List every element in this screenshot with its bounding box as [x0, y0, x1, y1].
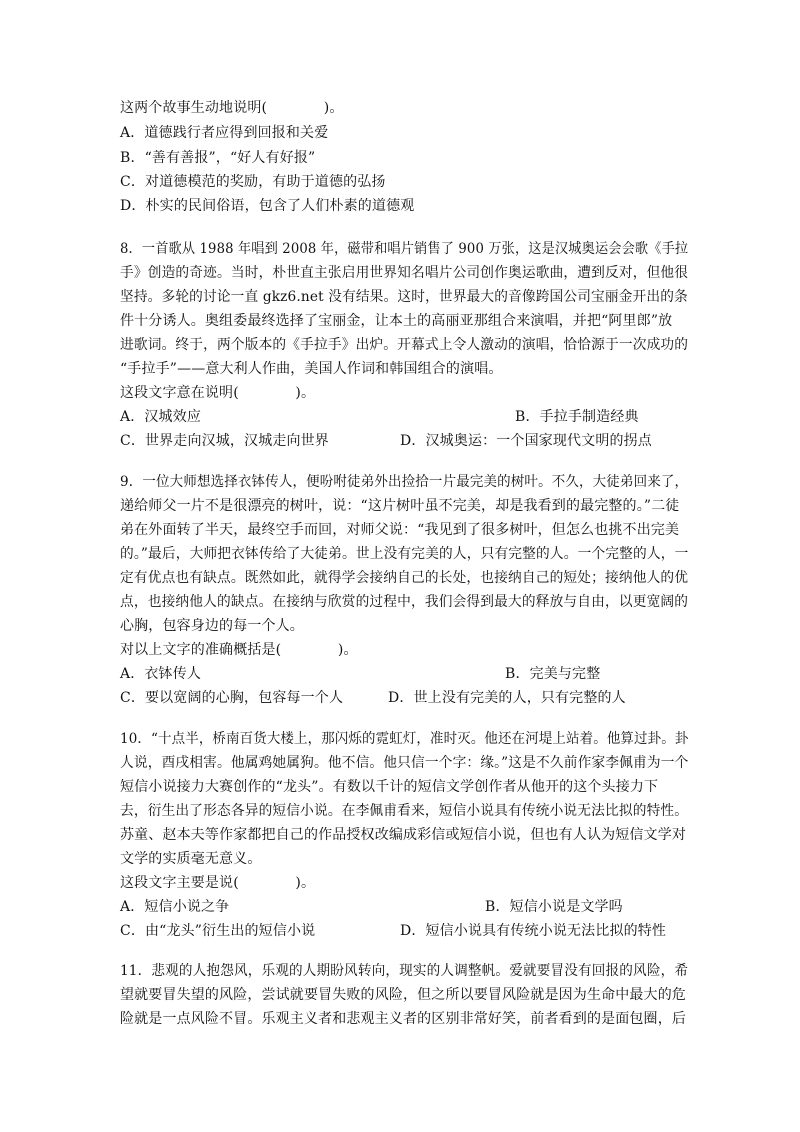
question-11-line: 望就要冒失望的风险，尝试就要冒失败的风险，但之所以要冒风险就是因为生命中最大的危 — [120, 987, 686, 1003]
question-9-line: 定有优点也有缺点。既然如此，就得学会接纳自己的长处，也接纳自己的短处；接纳他人的优 — [120, 570, 689, 586]
question-7-option-a: A．道德践行者应得到回报和关爱 — [120, 125, 329, 141]
question-8-prompt: 这段文字意在说明( )。 — [120, 385, 316, 401]
question-10-prompt: 这段文字主要是说( )。 — [120, 875, 316, 891]
question-9-line: 的。”最后，大师把衣钵传给了大徒弟。世上没有完美的人，只有完整的人。一个完整的人，一 — [120, 546, 689, 562]
question-7-option-c: C．对道德模范的奖励，有助于道德的弘扬 — [120, 174, 386, 190]
question-10-line: 去，衍生出了形态各异的短信小说。在李佩甫看来，短信小说具有传统小说无法比拟的特性。 — [120, 803, 689, 819]
question-9-line: 递给师父一片不是很漂亮的树叶，说：“这片树叶虽不完美，却是我看到的最完整的。”二徒 — [120, 498, 680, 514]
question-10-option-a: A．短信小说之争 — [120, 899, 230, 915]
question-9-line: 9．一位大师想选择衣钵传人，便吩咐徒弟外出捡拾一片最完美的树叶。不久，大徒弟回来了， — [120, 474, 689, 490]
question-8-line: 坚持。多轮的讨论一直 gkz6.net 没有结果。这时，世界最大的音像跨国公司宝丽金开出的条 — [120, 289, 688, 305]
question-10-line: 文学的实质毫无意义。 — [120, 851, 262, 867]
question-8-line: 件十分诱人。奥组委最终选择了宝丽金，让本土的高丽亚那组合来演唱，并把“阿里郎”放 — [120, 313, 673, 329]
question-8-option-c: C．世界走向汉城，汉城走向世界 — [120, 433, 329, 449]
question-10-option-d: D．短信小说具有传统小说无法比拟的特性 — [400, 923, 667, 939]
question-7-option-d: D．朴实的民间俗语，包含了人们朴素的道德观 — [120, 198, 415, 214]
question-9-option-d: D．世上没有完美的人，只有完整的人 — [388, 690, 626, 706]
question-8-line: 进歌词。终于，两个版本的《手拉手》出炉。开幕式上令人激动的演唱，恰恰源于一次成功的 — [120, 337, 689, 353]
question-9-prompt: 对以上文字的准确概括是( )。 — [120, 642, 358, 658]
question-10-option-b: B．短信小说是文学吗 — [485, 899, 623, 915]
question-11-line: 11．悲观的人抱怨风，乐观的人期盼风转向，现实的人调整帆。爱就要冒没有回报的风险，希 — [120, 963, 689, 979]
question-10-line: 苏童、赵本夫等作家都把自己的作品授权改编成彩信或短信小说，但也有人认为短信文学对 — [120, 827, 686, 843]
question-8-line: 8．一首歌从 1988 年唱到 2008 年，磁带和唱片销售了 900 万张，这是汉城奥运会会歌《手拉 — [120, 241, 689, 257]
question-10-option-c: C．由“龙头”衍生出的短信小说 — [120, 923, 316, 939]
question-8-line: 手》创造的奇迹。当时，朴世直主张启用世界知名唱片公司创作奥运歌曲，遭到反对，但他很 — [120, 265, 689, 281]
question-8-line: “手拉手”——意大利人作曲，美国人作词和韩国组合的演唱。 — [120, 361, 503, 377]
question-7-prompt: 这两个故事生动地说明( )。 — [120, 100, 344, 116]
question-9-line: 点，也接纳他人的缺点。在接纳与欣赏的过程中，我们会得到最大的释放与自由，以更宽阔的 — [120, 594, 689, 610]
question-8-option-d: D．汉城奥运：一个国家现代文明的拐点 — [400, 433, 652, 449]
question-9-option-b: B．完美与完整 — [505, 666, 601, 682]
question-9-line: 弟在外面转了半天，最终空手而回，对师父说：“我见到了很多树叶，但怎么也挑不出完美 — [120, 522, 680, 538]
question-9-option-c: C．要以宽阔的心胸，包容每一个人 — [120, 690, 344, 706]
question-8-option-b: B．手拉手制造经典 — [515, 409, 639, 425]
question-10-line: 短信小说接力大赛创作的“龙头”。有数以千计的短信文学创作者从他开的这个头接力下 — [120, 779, 659, 795]
question-9-line: 心胸，包容身边的每一个人。 — [120, 618, 304, 634]
question-10-line: 人说，酉戌相害。他属鸡她属狗。他不信。他只信一个字：缘。”这是不久前作家李佩甫为一个 — [120, 755, 689, 771]
question-9-option-a: A．衣钵传人 — [120, 666, 202, 682]
question-11-line: 险就是一点风险不冒。乐观主义者和悲观主义者的区别非常好笑，前者看到的是面包圈，后 — [120, 1011, 686, 1027]
question-8-option-a: A．汉城效应 — [120, 409, 202, 425]
question-10-line: 10．“十点半，桥南百货大楼上，那闪烁的霓虹灯，准时灭。他还在河堤上站着。他算过卦。卦 — [120, 731, 689, 747]
question-7-option-b: B．“善有善报”，“好人有好报” — [120, 150, 316, 166]
